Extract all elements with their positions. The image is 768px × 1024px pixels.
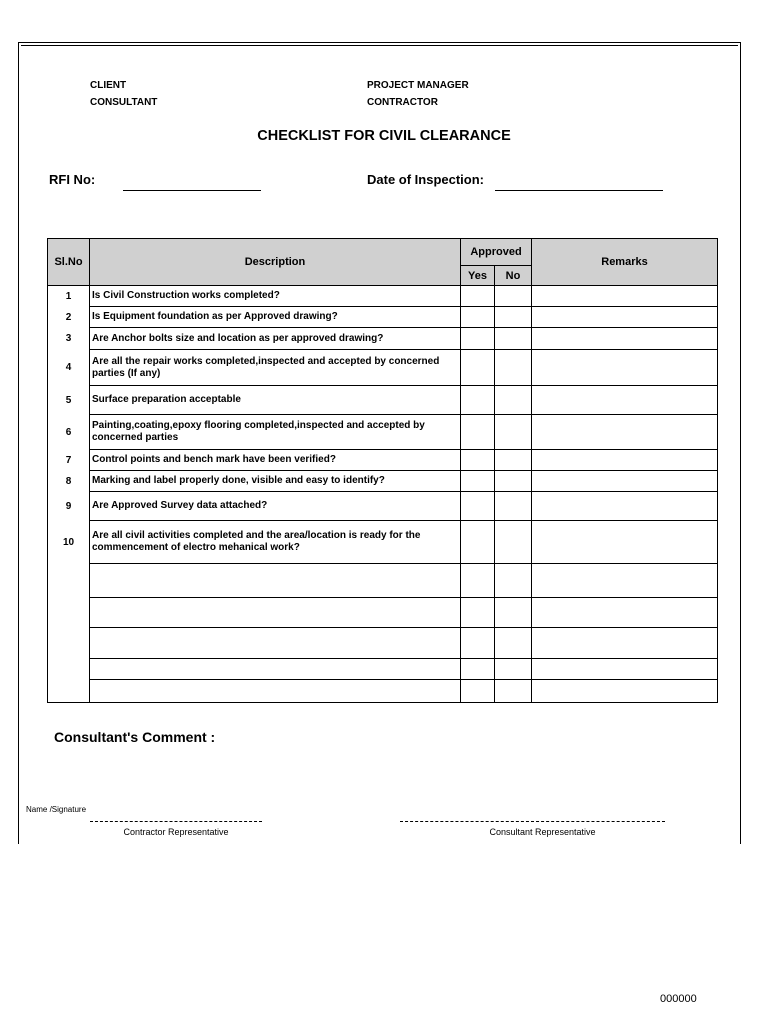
- row-number: [48, 680, 90, 703]
- yes-checkbox[interactable]: [461, 471, 495, 492]
- yes-checkbox[interactable]: [461, 628, 495, 659]
- table-row: [48, 659, 718, 680]
- consultant-signature-line[interactable]: [400, 821, 665, 822]
- table-row: [48, 492, 718, 521]
- remarks-cell[interactable]: [532, 386, 718, 415]
- table-row: [48, 598, 718, 628]
- remarks-cell[interactable]: [532, 564, 718, 598]
- row-description: Are Approved Survey data attached?: [90, 492, 461, 521]
- col-slno: Sl.No: [48, 239, 90, 286]
- row-number: [48, 598, 90, 628]
- no-checkbox[interactable]: [495, 598, 532, 628]
- remarks-cell[interactable]: [532, 521, 718, 564]
- rfi-label: RFI No:: [49, 172, 96, 187]
- remarks-cell[interactable]: [532, 328, 718, 350]
- col-no: No: [495, 266, 532, 286]
- row-number: 9: [48, 492, 90, 521]
- header-contractor: CONTRACTOR: [367, 97, 438, 108]
- table-row: [48, 521, 718, 564]
- table-row: [48, 680, 718, 703]
- no-checkbox[interactable]: [495, 564, 532, 598]
- date-label: Date of Inspection:: [367, 172, 485, 187]
- table-row: [48, 471, 718, 492]
- table-row: [48, 286, 718, 307]
- yes-checkbox[interactable]: [461, 564, 495, 598]
- col-yes: Yes: [461, 266, 495, 286]
- no-checkbox[interactable]: [495, 307, 532, 328]
- row-description: [90, 564, 461, 598]
- remarks-cell[interactable]: [532, 350, 718, 386]
- row-description: Surface preparation acceptable: [90, 386, 461, 415]
- row-description: Is Equipment foundation as per Approved drawing?: [90, 307, 461, 328]
- row-description: Are Anchor bolts size and location as per approved drawing?: [90, 328, 461, 350]
- row-number: 7: [48, 450, 90, 471]
- contractor-signature-line[interactable]: [90, 821, 262, 822]
- remarks-cell[interactable]: [532, 415, 718, 450]
- remarks-cell[interactable]: [532, 659, 718, 680]
- row-number: 8: [48, 471, 90, 492]
- no-checkbox[interactable]: [495, 521, 532, 564]
- no-checkbox[interactable]: [495, 328, 532, 350]
- row-description: [90, 680, 461, 703]
- remarks-cell[interactable]: [532, 307, 718, 328]
- no-checkbox[interactable]: [495, 415, 532, 450]
- row-number: 3: [48, 328, 90, 350]
- yes-checkbox[interactable]: [461, 415, 495, 450]
- row-description: [90, 628, 461, 659]
- row-number: [48, 628, 90, 659]
- table-row: [48, 450, 718, 471]
- row-number: [48, 659, 90, 680]
- no-checkbox[interactable]: [495, 350, 532, 386]
- table-row: [48, 328, 718, 350]
- col-approved: Approved: [461, 239, 532, 266]
- yes-checkbox[interactable]: [461, 386, 495, 415]
- date-field[interactable]: [495, 190, 663, 191]
- row-description: Is Civil Construction works completed?: [90, 286, 461, 307]
- table-row: [48, 386, 718, 415]
- no-checkbox[interactable]: [495, 492, 532, 521]
- row-number: 10: [48, 521, 90, 564]
- remarks-cell[interactable]: [532, 628, 718, 659]
- row-number: 5: [48, 386, 90, 415]
- yes-checkbox[interactable]: [461, 659, 495, 680]
- yes-checkbox[interactable]: [461, 328, 495, 350]
- rfi-field[interactable]: [123, 190, 261, 191]
- no-checkbox[interactable]: [495, 628, 532, 659]
- no-checkbox[interactable]: [495, 286, 532, 307]
- remarks-cell[interactable]: [532, 286, 718, 307]
- row-description: Are all the repair works completed,inspected and accepted by concerned parties (If any): [90, 350, 461, 386]
- row-description: Are all civil activities completed and the area/location is ready for the commencement of electro mehanical work?: [90, 521, 461, 564]
- col-description: Description: [90, 239, 461, 286]
- row-number: 2: [48, 307, 90, 328]
- row-number: [48, 564, 90, 598]
- no-checkbox[interactable]: [495, 450, 532, 471]
- table-row: [48, 415, 718, 450]
- contractor-representative-label: Contractor Representative: [123, 827, 229, 837]
- remarks-cell[interactable]: [532, 598, 718, 628]
- table-row: [48, 564, 718, 598]
- row-description: Painting,coating,epoxy flooring completed,inspected and accepted by concerned parties: [90, 415, 461, 450]
- yes-checkbox[interactable]: [461, 492, 495, 521]
- remarks-cell[interactable]: [532, 492, 718, 521]
- row-number: 4: [48, 350, 90, 386]
- row-description: Control points and bench mark have been verified?: [90, 450, 461, 471]
- header-project-manager: PROJECT MANAGER: [367, 80, 469, 91]
- row-number: 1: [48, 286, 90, 307]
- yes-checkbox[interactable]: [461, 680, 495, 703]
- yes-checkbox[interactable]: [461, 286, 495, 307]
- no-checkbox[interactable]: [495, 471, 532, 492]
- remarks-cell[interactable]: [532, 450, 718, 471]
- table-row: [48, 628, 718, 659]
- header-consultant: CONSULTANT: [90, 97, 158, 108]
- row-description: [90, 598, 461, 628]
- no-checkbox[interactable]: [495, 680, 532, 703]
- yes-checkbox[interactable]: [461, 450, 495, 471]
- table-row: [48, 350, 718, 386]
- table-row: [48, 307, 718, 328]
- remarks-cell[interactable]: [532, 471, 718, 492]
- remarks-cell[interactable]: [532, 680, 718, 703]
- row-description: Marking and label properly done, visible and easy to identify?: [90, 471, 461, 492]
- col-remarks: Remarks: [532, 239, 718, 286]
- yes-checkbox[interactable]: [461, 350, 495, 386]
- consultant-representative-label: Consultant Representative: [489, 827, 596, 837]
- signature-label: Name /Signature: [26, 805, 87, 814]
- yes-checkbox[interactable]: [461, 598, 495, 628]
- document-title: CHECKLIST FOR CIVIL CLEARANCE: [257, 128, 511, 144]
- no-checkbox[interactable]: [495, 386, 532, 415]
- row-description: [90, 659, 461, 680]
- yes-checkbox[interactable]: [461, 307, 495, 328]
- page-number: 000000: [660, 993, 697, 1005]
- yes-checkbox[interactable]: [461, 521, 495, 564]
- checklist-table: [47, 238, 718, 703]
- consultant-comment-label: Consultant's Comment :: [54, 729, 216, 745]
- no-checkbox[interactable]: [495, 659, 532, 680]
- header-client: CLIENT: [90, 80, 127, 91]
- row-number: 6: [48, 415, 90, 450]
